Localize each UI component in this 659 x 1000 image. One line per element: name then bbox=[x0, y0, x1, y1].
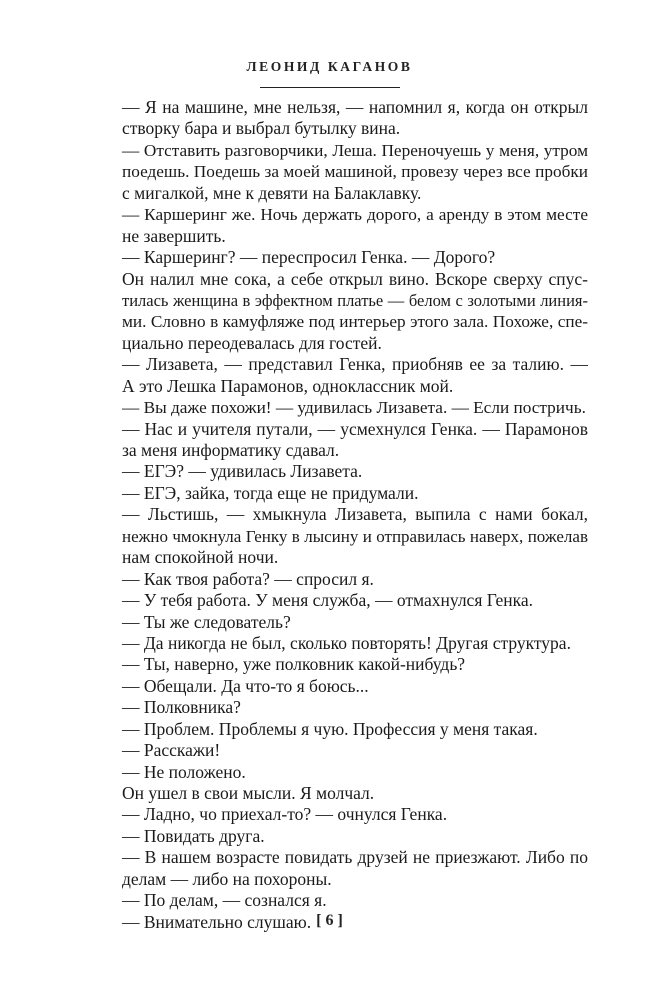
text-line: — Как твоя работа? — спросил я. bbox=[122, 568, 374, 589]
text-line: — Нас и учителя путали, — усмехнулся Генка. — Парамонов bbox=[122, 418, 588, 439]
text-line: — Проблем. Проблемы я чую. Профессия у меня такая. bbox=[122, 718, 538, 739]
text-line: Он налил мне сока, а себе открыл вино. Вскоре сверху спус- bbox=[122, 268, 588, 289]
text-line: поедешь. Поедешь за моей машиной, провезу через все пробки bbox=[122, 162, 588, 182]
text-line: — По делам, — сознался я. bbox=[122, 890, 327, 911]
text-line: — Лизавета, — представил Генка, приобняв ее за талию. — bbox=[122, 354, 588, 375]
text-line: — Не положено. bbox=[122, 761, 246, 782]
text-line: — Внимательно слушаю. bbox=[122, 911, 312, 932]
text-line: — Ладно, чо приехал-то? — очнулся Генка. bbox=[122, 804, 448, 825]
text-line: — ЕГЭ? — удивилась Лизавета. bbox=[122, 461, 363, 482]
text-line: Он ушел в свои мысли. Я молчал. bbox=[122, 783, 375, 803]
text-line: — Расскажи! bbox=[122, 740, 221, 761]
text-line: — Вы даже похожи! — удивилась Лизавета. — Если постричь. bbox=[122, 398, 586, 418]
text-line: створку бара и выбрал бутылку вина. bbox=[122, 118, 401, 139]
text-line: нам спокойной ночи. bbox=[122, 547, 279, 568]
text-line: делам — либо на похороны. bbox=[122, 868, 332, 889]
body-text bbox=[122, 97, 588, 933]
text-line: — Ты же следователь? bbox=[122, 611, 291, 632]
text-line: — Каршеринг? — переспросил Генка. — Дорого? bbox=[122, 247, 496, 268]
text-line: тилась женщина в эффектном платье — белом с золотыми линия- bbox=[122, 290, 588, 310]
text-line: — Отставить разговорчики, Леша. Переночуешь у меня, утром bbox=[122, 140, 588, 160]
text-line: — Да никогда не был, сколько повторять! Другая структура. bbox=[122, 632, 571, 653]
header-rule bbox=[260, 87, 400, 88]
page-number: [ 6 ] bbox=[316, 912, 343, 929]
text-line: циально переодевалась для гостей. bbox=[122, 332, 382, 353]
text-line: — ЕГЭ, зайка, тогда еще не придумали. bbox=[122, 482, 419, 503]
text-line: — Обещали. Да что-то я боюсь... bbox=[122, 675, 369, 696]
text-line: А это Лешка Парамонов, одноклассник мой. bbox=[122, 375, 454, 396]
text-line: — Льстишь, — хмыкнула Лизавета, выпила с нами бокал, bbox=[122, 504, 588, 525]
text-line: за меня информатику сдавал. bbox=[122, 440, 340, 460]
text-line: — В нашем возрасте повидать друзей не приезжают. Либо по bbox=[122, 847, 588, 868]
text-line: — Я на машине, мне нельзя, — напомнил я, когда он открыл bbox=[122, 97, 588, 117]
text-line: с мигалкой, мне к девяти на Балаклавку. bbox=[122, 182, 422, 203]
text-line: ми. Словно в камуфляже под интерьер этого зала. Похоже, спе- bbox=[122, 312, 588, 332]
running-header-author: ЛЕОНИД КАГАНОВ bbox=[246, 59, 413, 74]
text-line: не завершить. bbox=[122, 225, 226, 246]
text-line: — Каршеринг же. Ночь держать дорого, а аренду в этом месте bbox=[122, 205, 588, 225]
text-line: — У тебя работа. У меня служба, — отмахнулся Генка. bbox=[122, 590, 534, 611]
text-line: нежно чмокнула Генку в лысину и отправилась наверх, пожелав bbox=[122, 526, 588, 546]
text-line: — Полковника? bbox=[122, 697, 241, 718]
text-line: — Ты, наверно, уже полковник какой-нибудь? bbox=[122, 654, 466, 675]
text-line: — Повидать друга. bbox=[122, 825, 265, 846]
